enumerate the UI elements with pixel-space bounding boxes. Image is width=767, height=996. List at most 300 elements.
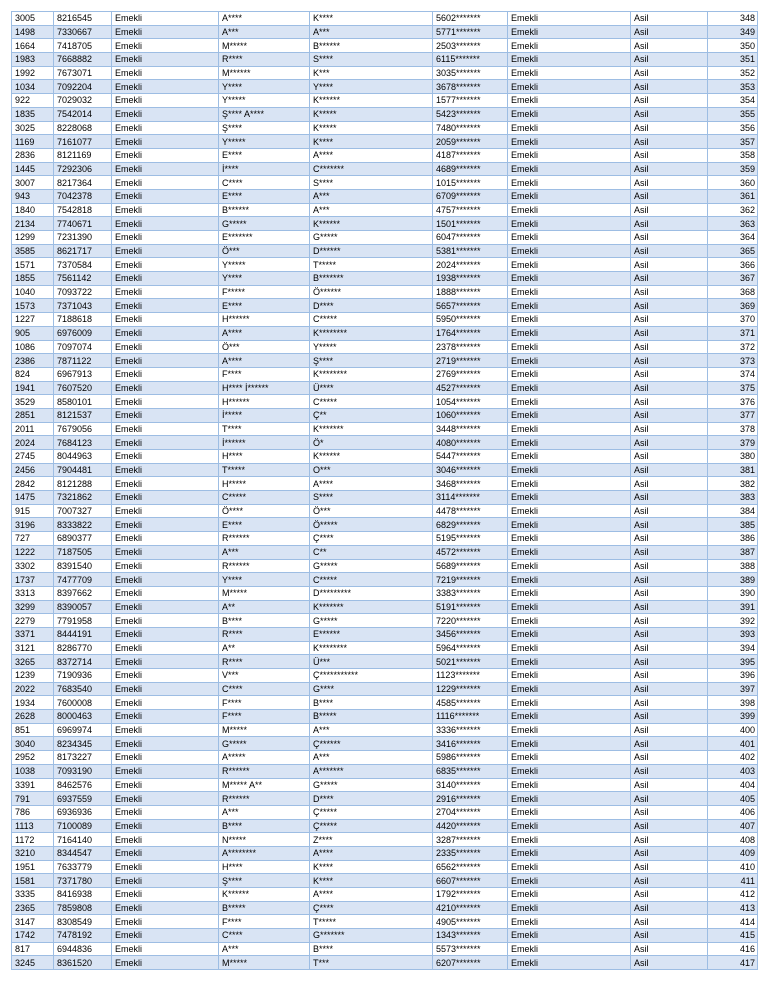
row-number-cell: 1840 bbox=[12, 203, 54, 217]
status-cell: Emekli bbox=[112, 477, 219, 491]
type-cell: Asil bbox=[631, 751, 708, 765]
registry-number-cell: 8044963 bbox=[54, 450, 112, 464]
table-row bbox=[12, 450, 758, 464]
table-row bbox=[12, 176, 758, 190]
last-name-cell: C***** bbox=[310, 313, 433, 327]
id-number-cell: 2335******* bbox=[433, 846, 508, 860]
row-number-cell: 1172 bbox=[12, 833, 54, 847]
id-number-cell: 7480******* bbox=[433, 121, 508, 135]
sequence-cell: 380 bbox=[708, 450, 758, 464]
status-cell: Emekli bbox=[112, 80, 219, 94]
table-row bbox=[12, 422, 758, 436]
last-name-cell: A**** bbox=[310, 846, 433, 860]
type-cell: Asil bbox=[631, 682, 708, 696]
sequence-cell: 382 bbox=[708, 477, 758, 491]
table-row bbox=[12, 874, 758, 888]
first-name-cell: Y**** bbox=[219, 573, 310, 587]
last-name-cell: K******** bbox=[310, 326, 433, 340]
registry-number-cell: 7100089 bbox=[54, 819, 112, 833]
table-row bbox=[12, 819, 758, 833]
registry-number-cell: 7164140 bbox=[54, 833, 112, 847]
table-row bbox=[12, 25, 758, 39]
registry-number-cell: 6944836 bbox=[54, 942, 112, 956]
registry-number-cell: 8391540 bbox=[54, 559, 112, 573]
status-cell: Emekli bbox=[112, 66, 219, 80]
row-number-cell: 3299 bbox=[12, 600, 54, 614]
table-row bbox=[12, 381, 758, 395]
type-cell: Asil bbox=[631, 915, 708, 929]
last-name-cell: Ü*** bbox=[310, 655, 433, 669]
last-name-cell: A*** bbox=[310, 203, 433, 217]
category-cell: Emekli bbox=[508, 860, 631, 874]
last-name-cell: K****** bbox=[310, 450, 433, 464]
status-cell: Emekli bbox=[112, 463, 219, 477]
type-cell: Asil bbox=[631, 408, 708, 422]
table-row bbox=[12, 217, 758, 231]
row-number-cell: 2365 bbox=[12, 901, 54, 915]
first-name-cell: F**** bbox=[219, 710, 310, 724]
first-name-cell: H***** bbox=[219, 477, 310, 491]
category-cell: Emekli bbox=[508, 381, 631, 395]
category-cell: Emekli bbox=[508, 313, 631, 327]
first-name-cell: N***** bbox=[219, 833, 310, 847]
table-row bbox=[12, 408, 758, 422]
status-cell: Emekli bbox=[112, 422, 219, 436]
row-number-cell: 1222 bbox=[12, 545, 54, 559]
sequence-cell: 374 bbox=[708, 367, 758, 381]
table-body bbox=[12, 12, 758, 970]
registry-number-cell: 7607520 bbox=[54, 381, 112, 395]
id-number-cell: 3468******* bbox=[433, 477, 508, 491]
first-name-cell: Y***** bbox=[219, 135, 310, 149]
sequence-cell: 416 bbox=[708, 942, 758, 956]
sequence-cell: 379 bbox=[708, 436, 758, 450]
status-cell: Emekli bbox=[112, 244, 219, 258]
last-name-cell: K**** bbox=[310, 135, 433, 149]
first-name-cell: A*** bbox=[219, 805, 310, 819]
id-number-cell: 7220******* bbox=[433, 614, 508, 628]
status-cell: Emekli bbox=[112, 559, 219, 573]
first-name-cell: T**** bbox=[219, 422, 310, 436]
first-name-cell: R**** bbox=[219, 53, 310, 67]
table-row bbox=[12, 833, 758, 847]
category-cell: Emekli bbox=[508, 189, 631, 203]
row-number-cell: 3007 bbox=[12, 176, 54, 190]
id-number-cell: 4210******* bbox=[433, 901, 508, 915]
status-cell: Emekli bbox=[112, 367, 219, 381]
category-cell: Emekli bbox=[508, 751, 631, 765]
row-number-cell: 3196 bbox=[12, 518, 54, 532]
status-cell: Emekli bbox=[112, 121, 219, 135]
id-number-cell: 1792******* bbox=[433, 888, 508, 902]
table-row bbox=[12, 231, 758, 245]
category-cell: Emekli bbox=[508, 846, 631, 860]
type-cell: Asil bbox=[631, 846, 708, 860]
table-row bbox=[12, 148, 758, 162]
last-name-cell: B******* bbox=[310, 272, 433, 286]
registry-number-cell: 7370584 bbox=[54, 258, 112, 272]
status-cell: Emekli bbox=[112, 39, 219, 53]
status-cell: Emekli bbox=[112, 614, 219, 628]
id-number-cell: 4187******* bbox=[433, 148, 508, 162]
status-cell: Emekli bbox=[112, 203, 219, 217]
row-number-cell: 3313 bbox=[12, 586, 54, 600]
registry-number-cell: 6890377 bbox=[54, 532, 112, 546]
sequence-cell: 386 bbox=[708, 532, 758, 546]
row-number-cell: 3265 bbox=[12, 655, 54, 669]
sequence-cell: 397 bbox=[708, 682, 758, 696]
status-cell: Emekli bbox=[112, 586, 219, 600]
id-number-cell: 2378******* bbox=[433, 340, 508, 354]
registry-number-cell: 8462576 bbox=[54, 778, 112, 792]
row-number-cell: 905 bbox=[12, 326, 54, 340]
type-cell: Asil bbox=[631, 559, 708, 573]
table-row bbox=[12, 121, 758, 135]
first-name-cell: M***** bbox=[219, 586, 310, 600]
registry-number-cell: 8228068 bbox=[54, 121, 112, 135]
last-name-cell: K******* bbox=[310, 600, 433, 614]
id-number-cell: 1054******* bbox=[433, 395, 508, 409]
registry-number-cell: 7029032 bbox=[54, 94, 112, 108]
category-cell: Emekli bbox=[508, 614, 631, 628]
type-cell: Asil bbox=[631, 53, 708, 67]
category-cell: Emekli bbox=[508, 285, 631, 299]
first-name-cell: E******* bbox=[219, 231, 310, 245]
type-cell: Asil bbox=[631, 107, 708, 121]
id-number-cell: 5191******* bbox=[433, 600, 508, 614]
id-number-cell: 3114******* bbox=[433, 491, 508, 505]
row-number-cell: 1475 bbox=[12, 491, 54, 505]
table-row bbox=[12, 12, 758, 26]
registry-number-cell: 8121169 bbox=[54, 148, 112, 162]
last-name-cell: G***** bbox=[310, 559, 433, 573]
sequence-cell: 373 bbox=[708, 354, 758, 368]
registry-number-cell: 7561142 bbox=[54, 272, 112, 286]
sequence-cell: 372 bbox=[708, 340, 758, 354]
table-row bbox=[12, 107, 758, 121]
sequence-cell: 411 bbox=[708, 874, 758, 888]
first-name-cell: Ş**** A**** bbox=[219, 107, 310, 121]
category-cell: Emekli bbox=[508, 586, 631, 600]
first-name-cell: B***** bbox=[219, 901, 310, 915]
status-cell: Emekli bbox=[112, 176, 219, 190]
id-number-cell: 5602******* bbox=[433, 12, 508, 26]
row-number-cell: 2386 bbox=[12, 354, 54, 368]
id-number-cell: 5381******* bbox=[433, 244, 508, 258]
type-cell: Asil bbox=[631, 860, 708, 874]
registry-number-cell: 8444191 bbox=[54, 627, 112, 641]
last-name-cell: G******* bbox=[310, 929, 433, 943]
last-name-cell: C***** bbox=[310, 573, 433, 587]
first-name-cell: M****** bbox=[219, 66, 310, 80]
table-row bbox=[12, 162, 758, 176]
category-cell: Emekli bbox=[508, 504, 631, 518]
last-name-cell: Ş**** bbox=[310, 354, 433, 368]
id-number-cell: 4689******* bbox=[433, 162, 508, 176]
id-number-cell: 6835******* bbox=[433, 764, 508, 778]
id-number-cell: 3448******* bbox=[433, 422, 508, 436]
registry-number-cell: 6937559 bbox=[54, 792, 112, 806]
status-cell: Emekli bbox=[112, 860, 219, 874]
row-number-cell: 3147 bbox=[12, 915, 54, 929]
row-number-cell: 3391 bbox=[12, 778, 54, 792]
status-cell: Emekli bbox=[112, 189, 219, 203]
type-cell: Asil bbox=[631, 189, 708, 203]
status-cell: Emekli bbox=[112, 326, 219, 340]
row-number-cell: 851 bbox=[12, 723, 54, 737]
category-cell: Emekli bbox=[508, 819, 631, 833]
row-number-cell: 1941 bbox=[12, 381, 54, 395]
row-number-cell: 3025 bbox=[12, 121, 54, 135]
category-cell: Emekli bbox=[508, 244, 631, 258]
first-name-cell: C**** bbox=[219, 176, 310, 190]
last-name-cell: K******** bbox=[310, 641, 433, 655]
first-name-cell: F**** bbox=[219, 367, 310, 381]
id-number-cell: 1343******* bbox=[433, 929, 508, 943]
registry-number-cell: 6976009 bbox=[54, 326, 112, 340]
sequence-cell: 354 bbox=[708, 94, 758, 108]
type-cell: Asil bbox=[631, 819, 708, 833]
table-row bbox=[12, 614, 758, 628]
type-cell: Asil bbox=[631, 25, 708, 39]
type-cell: Asil bbox=[631, 833, 708, 847]
sequence-cell: 351 bbox=[708, 53, 758, 67]
last-name-cell: Ç***** bbox=[310, 819, 433, 833]
first-name-cell: B**** bbox=[219, 819, 310, 833]
first-name-cell: H****** bbox=[219, 313, 310, 327]
first-name-cell: R**** bbox=[219, 655, 310, 669]
registry-number-cell: 8416938 bbox=[54, 888, 112, 902]
row-number-cell: 1113 bbox=[12, 819, 54, 833]
table-row bbox=[12, 600, 758, 614]
row-number-cell: 1445 bbox=[12, 162, 54, 176]
last-name-cell: S**** bbox=[310, 176, 433, 190]
table-row bbox=[12, 778, 758, 792]
category-cell: Emekli bbox=[508, 901, 631, 915]
id-number-cell: 5771******* bbox=[433, 25, 508, 39]
id-number-cell: 2503******* bbox=[433, 39, 508, 53]
first-name-cell: A*** bbox=[219, 25, 310, 39]
last-name-cell: K***** bbox=[310, 121, 433, 135]
id-number-cell: 1015******* bbox=[433, 176, 508, 190]
id-number-cell: 7219******* bbox=[433, 573, 508, 587]
table-row bbox=[12, 66, 758, 80]
registry-number-cell: 8390057 bbox=[54, 600, 112, 614]
type-cell: Asil bbox=[631, 586, 708, 600]
row-number-cell: 1664 bbox=[12, 39, 54, 53]
type-cell: Asil bbox=[631, 340, 708, 354]
first-name-cell: E**** bbox=[219, 518, 310, 532]
id-number-cell: 1764******* bbox=[433, 326, 508, 340]
row-number-cell: 1742 bbox=[12, 929, 54, 943]
type-cell: Asil bbox=[631, 94, 708, 108]
category-cell: Emekli bbox=[508, 395, 631, 409]
type-cell: Asil bbox=[631, 463, 708, 477]
table-row bbox=[12, 723, 758, 737]
last-name-cell: A*** bbox=[310, 25, 433, 39]
type-cell: Asil bbox=[631, 217, 708, 231]
table-row bbox=[12, 436, 758, 450]
row-number-cell: 2851 bbox=[12, 408, 54, 422]
table-row bbox=[12, 299, 758, 313]
category-cell: Emekli bbox=[508, 258, 631, 272]
table-row bbox=[12, 805, 758, 819]
registry-number-cell: 8397662 bbox=[54, 586, 112, 600]
row-number-cell: 824 bbox=[12, 367, 54, 381]
status-cell: Emekli bbox=[112, 710, 219, 724]
status-cell: Emekli bbox=[112, 723, 219, 737]
sequence-cell: 414 bbox=[708, 915, 758, 929]
last-name-cell: B**** bbox=[310, 942, 433, 956]
category-cell: Emekli bbox=[508, 545, 631, 559]
type-cell: Asil bbox=[631, 888, 708, 902]
category-cell: Emekli bbox=[508, 203, 631, 217]
sequence-cell: 370 bbox=[708, 313, 758, 327]
id-number-cell: 4420******* bbox=[433, 819, 508, 833]
sequence-cell: 360 bbox=[708, 176, 758, 190]
last-name-cell: K**** bbox=[310, 874, 433, 888]
type-cell: Asil bbox=[631, 696, 708, 710]
registry-number-cell: 6967913 bbox=[54, 367, 112, 381]
table-row bbox=[12, 395, 758, 409]
id-number-cell: 5986******* bbox=[433, 751, 508, 765]
sequence-cell: 392 bbox=[708, 614, 758, 628]
id-number-cell: 6207******* bbox=[433, 956, 508, 970]
id-number-cell: 6709******* bbox=[433, 189, 508, 203]
category-cell: Emekli bbox=[508, 723, 631, 737]
id-number-cell: 3035******* bbox=[433, 66, 508, 80]
sequence-cell: 401 bbox=[708, 737, 758, 751]
last-name-cell: Ç**** bbox=[310, 532, 433, 546]
status-cell: Emekli bbox=[112, 12, 219, 26]
sequence-cell: 408 bbox=[708, 833, 758, 847]
row-number-cell: 3210 bbox=[12, 846, 54, 860]
last-name-cell: A*** bbox=[310, 189, 433, 203]
type-cell: Asil bbox=[631, 272, 708, 286]
sequence-cell: 405 bbox=[708, 792, 758, 806]
row-number-cell: 1951 bbox=[12, 860, 54, 874]
category-cell: Emekli bbox=[508, 559, 631, 573]
registry-number-cell: 8286770 bbox=[54, 641, 112, 655]
last-name-cell: T*** bbox=[310, 956, 433, 970]
registry-number-cell: 7093190 bbox=[54, 764, 112, 778]
category-cell: Emekli bbox=[508, 737, 631, 751]
id-number-cell: 2769******* bbox=[433, 367, 508, 381]
last-name-cell: E****** bbox=[310, 627, 433, 641]
type-cell: Asil bbox=[631, 66, 708, 80]
id-number-cell: 2704******* bbox=[433, 805, 508, 819]
status-cell: Emekli bbox=[112, 285, 219, 299]
last-name-cell: G***** bbox=[310, 614, 433, 628]
category-cell: Emekli bbox=[508, 408, 631, 422]
last-name-cell: K**** bbox=[310, 860, 433, 874]
sequence-cell: 393 bbox=[708, 627, 758, 641]
first-name-cell: Ş**** bbox=[219, 121, 310, 135]
row-number-cell: 1737 bbox=[12, 573, 54, 587]
type-cell: Asil bbox=[631, 641, 708, 655]
table-row bbox=[12, 710, 758, 724]
first-name-cell: A*** bbox=[219, 545, 310, 559]
type-cell: Asil bbox=[631, 901, 708, 915]
category-cell: Emekli bbox=[508, 669, 631, 683]
sequence-cell: 358 bbox=[708, 148, 758, 162]
status-cell: Emekli bbox=[112, 641, 219, 655]
table-row bbox=[12, 313, 758, 327]
table-row bbox=[12, 354, 758, 368]
id-number-cell: 2719******* bbox=[433, 354, 508, 368]
last-name-cell: B***** bbox=[310, 710, 433, 724]
type-cell: Asil bbox=[631, 764, 708, 778]
first-name-cell: A*** bbox=[219, 942, 310, 956]
status-cell: Emekli bbox=[112, 792, 219, 806]
registry-number-cell: 7740671 bbox=[54, 217, 112, 231]
id-number-cell: 1938******* bbox=[433, 272, 508, 286]
category-cell: Emekli bbox=[508, 299, 631, 313]
table-row bbox=[12, 545, 758, 559]
id-number-cell: 4080******* bbox=[433, 436, 508, 450]
category-cell: Emekli bbox=[508, 805, 631, 819]
first-name-cell: R****** bbox=[219, 764, 310, 778]
id-number-cell: 1060******* bbox=[433, 408, 508, 422]
registry-number-cell: 7190936 bbox=[54, 669, 112, 683]
first-name-cell: R****** bbox=[219, 532, 310, 546]
row-number-cell: 2024 bbox=[12, 436, 54, 450]
first-name-cell: E**** bbox=[219, 148, 310, 162]
sequence-cell: 359 bbox=[708, 162, 758, 176]
status-cell: Emekli bbox=[112, 764, 219, 778]
last-name-cell: K**** bbox=[310, 12, 433, 26]
last-name-cell: K***** bbox=[310, 107, 433, 121]
category-cell: Emekli bbox=[508, 710, 631, 724]
type-cell: Asil bbox=[631, 162, 708, 176]
sequence-cell: 371 bbox=[708, 326, 758, 340]
id-number-cell: 1229******* bbox=[433, 682, 508, 696]
status-cell: Emekli bbox=[112, 450, 219, 464]
registry-number-cell: 7673071 bbox=[54, 66, 112, 80]
status-cell: Emekli bbox=[112, 751, 219, 765]
first-name-cell: B****** bbox=[219, 203, 310, 217]
id-number-cell: 1888******* bbox=[433, 285, 508, 299]
sequence-cell: 410 bbox=[708, 860, 758, 874]
last-name-cell: Ü**** bbox=[310, 381, 433, 395]
first-name-cell: A** bbox=[219, 600, 310, 614]
sequence-cell: 376 bbox=[708, 395, 758, 409]
table-row bbox=[12, 477, 758, 491]
type-cell: Asil bbox=[631, 600, 708, 614]
registry-number-cell: 7321862 bbox=[54, 491, 112, 505]
status-cell: Emekli bbox=[112, 217, 219, 231]
table-row bbox=[12, 463, 758, 477]
last-name-cell: Ç** bbox=[310, 408, 433, 422]
type-cell: Asil bbox=[631, 627, 708, 641]
first-name-cell: M***** bbox=[219, 723, 310, 737]
id-number-cell: 6829******* bbox=[433, 518, 508, 532]
first-name-cell: Y**** bbox=[219, 272, 310, 286]
first-name-cell: C**** bbox=[219, 682, 310, 696]
row-number-cell: 786 bbox=[12, 805, 54, 819]
registry-number-cell: 7477709 bbox=[54, 573, 112, 587]
last-name-cell: T***** bbox=[310, 915, 433, 929]
status-cell: Emekli bbox=[112, 162, 219, 176]
last-name-cell: Ö*** bbox=[310, 504, 433, 518]
sequence-cell: 377 bbox=[708, 408, 758, 422]
row-number-cell: 3371 bbox=[12, 627, 54, 641]
row-number-cell: 1227 bbox=[12, 313, 54, 327]
id-number-cell: 5195******* bbox=[433, 532, 508, 546]
first-name-cell: E**** bbox=[219, 189, 310, 203]
row-number-cell: 3529 bbox=[12, 395, 54, 409]
registry-number-cell: 7042378 bbox=[54, 189, 112, 203]
